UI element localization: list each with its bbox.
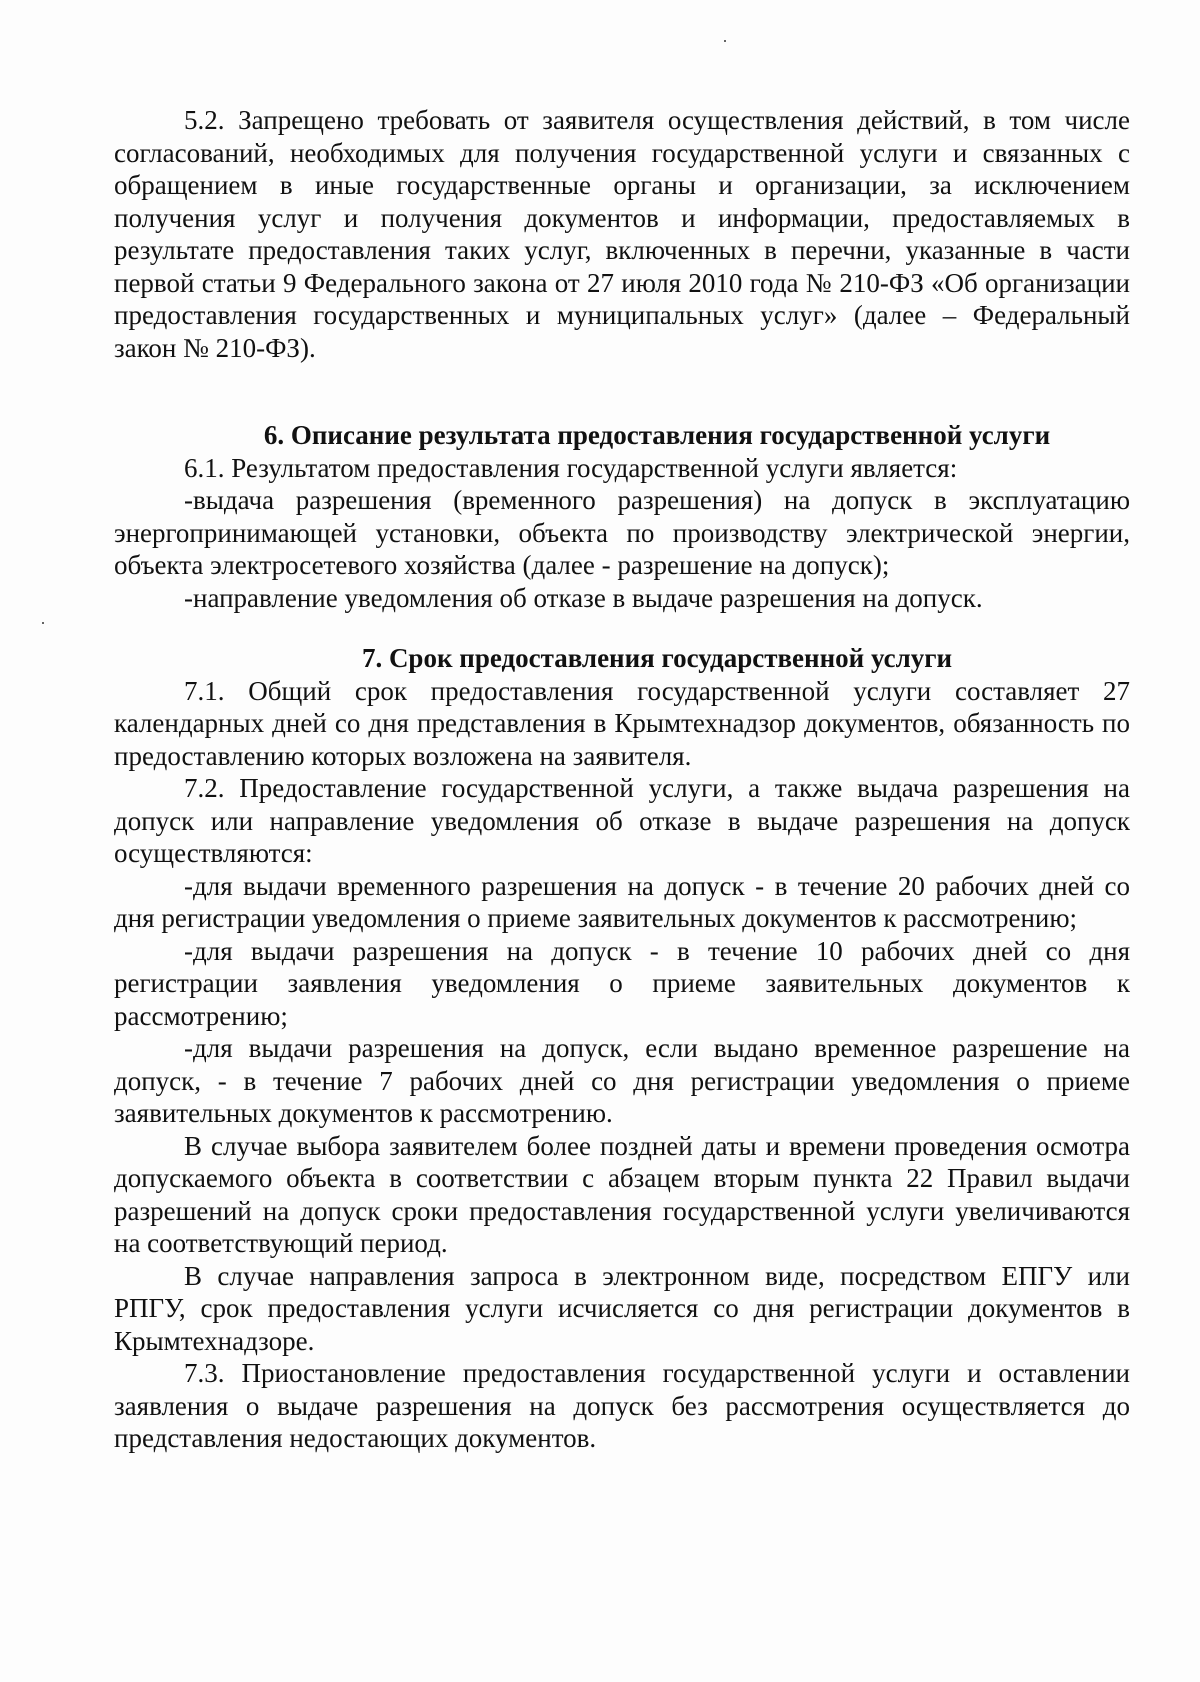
paragraph-7-2-item-1: -для выдачи временного разрешения на допуск - в течение 20 рабочих дней со дня регистрации уведомления о приеме заявительных документов к рассмотрению; (114, 870, 1130, 933)
spacer (114, 614, 1130, 642)
scan-speck (42, 622, 44, 624)
section-6-heading: 6. Описание результата предоставления государственной услуги (263, 420, 1051, 450)
paragraph-7-1: 7.1. Общий срок предоставления государственной услуги составляет 27 календарных дней со дня представления в Крымтехнадзор документов, обязанность по предоставлению которых возложена на заявителя. (114, 675, 1130, 771)
scan-speck (724, 40, 726, 42)
paragraph-6-1: 6.1. Результатом предоставления государственной услуги является: (184, 452, 958, 483)
paragraph-6-1-item-1: -выдача разрешения (временного разрешения) на допуск в эксплуатацию энергопринимающей установки, объекта по производству электрической энергии, объекта электросетевого хозяйства (далее - разрешение на допуск); (114, 485, 1130, 580)
paragraph-7-2: 7.2. Предоставление государственной услуги, а также выдача разрешения на допуск или направление уведомления об отказе в выдаче разрешения на допуск осуществляются: (114, 773, 1130, 868)
section-7-heading: 7. Срок предоставления государственной услуги (361, 643, 953, 673)
spacer (114, 364, 1130, 419)
paragraph-7-3: 7.3. Приостановление предоставления государственной услуги и оставлении заявления о выдаче разрешения на допуск без рассмотрения осуществляется до представления недостающих документов. (114, 1358, 1130, 1453)
paragraph-7-2-note-1: В случае выбора заявителем более поздней даты и времени проведения осмотра допускаемого объекта в соответствии с абзацем вторым пункта 22 Правил выдачи разрешений на допуск сроки предоставления государственной услуги увеличиваются на соответствующий период. (114, 1130, 1130, 1258)
paragraph-7-2-note-2: В случае направления запроса в электронном виде, посредством ЕПГУ или РПГУ, срок предоставления услуги исчисляется со дня регистрации документов в Крымтехнадзоре. (114, 1260, 1130, 1356)
paragraph-7-2-item-2: -для выдачи разрешения на допуск - в течение 10 рабочих дней со дня регистрации заявления уведомления о приеме заявительных документов к рассмотрению; (114, 935, 1130, 1031)
paragraph-5-2: 5.2. Запрещено требовать от заявителя осуществления действий, в том числе согласований, необходимых для получения государственной услуги и связанных с обращением в иные государственные органы и организации, за исключением получения услуг и получения документов и информации, предоставляемых в результате предоставления таких услуг, включенных в перечни, указанные в части первой статьи 9 Федерального закона от 27 июля 2010 года № 210-ФЗ «Об организации предоставления государственных и муниципальных услуг» (далее – Федеральный закон № 210-ФЗ). (114, 105, 1130, 363)
paragraph-6-1-item-2: -направление уведомления об отказе в выдаче разрешения на допуск. (184, 582, 983, 613)
document-body (114, 104, 1130, 1455)
paragraph-7-2-item-3: -для выдачи разрешения на допуск, если выдано временное разрешение на допуск, - в течение 7 рабочих дней со дня регистрации уведомления о приеме заявительных документов к рассмотрению. (114, 1033, 1130, 1128)
